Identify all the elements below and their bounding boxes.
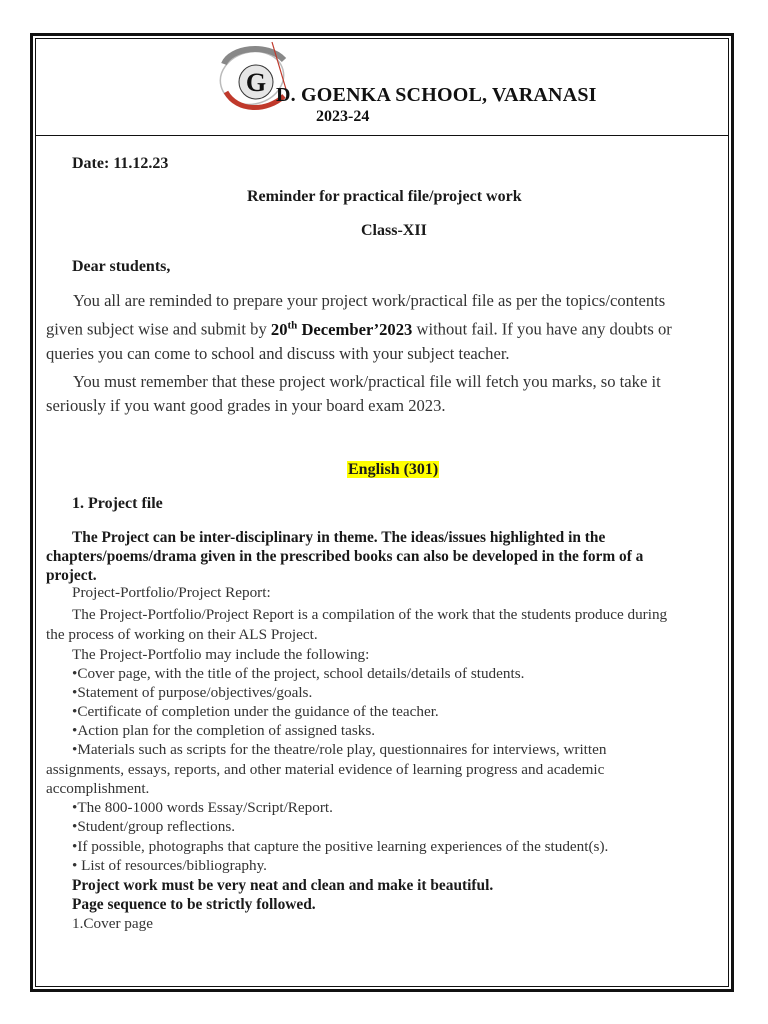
list-line: •Cover page, with the title of the project, school details/details of students. [72,665,525,682]
list-line: •If possible, photographs that capture the positive learning experiences of the student(s). [72,838,609,855]
paragraph-2: You must remember that these project work/practical file will fetch you marks, so take it seriously if you want good grades in your board exam 2023. [46,372,661,415]
list-line: the process of working on their ALS Project. [46,626,318,643]
list-line: •Materials such as scripts for the theatre/role play, questionnaires for interviews, written [72,741,607,758]
notice-date: Date: 11.12.23 [72,155,169,172]
list-line: Project-Portfolio/Project Report: [72,584,271,601]
project-intro-line-1: The Project can be inter-disciplinary in theme. The ideas/issues highlighted in the [72,529,606,546]
notice-title: Reminder for practical file/project work [247,188,522,205]
salutation: Dear students, [72,258,171,275]
list-line: •Action plan for the completion of assigned tasks. [72,722,376,739]
list-line: •The 800-1000 words Essay/Script/Report. [72,799,333,816]
project-intro-line-3: project. [46,567,97,584]
bold-note-neat: Project work must be very neat and clean and make it beautiful. [72,877,494,894]
list-line: •Statement of purpose/objectives/goals. [72,684,313,701]
list-line: assignments, essays, reports, and other material evidence of learning progress and academic [46,761,605,778]
project-intro-line-2: chapters/poems/drama given in the prescribed books can also be developed in the form of a [46,548,644,565]
list-line: The Project-Portfolio/Project Report is a compilation of the work that the students produce during [72,606,668,623]
bold-note-sequence: Page sequence to be strictly followed. [72,896,316,913]
list-line: • List of resources/bibliography. [72,857,267,874]
subject-heading: English (301) [348,461,439,478]
paragraph-1: You all are reminded to prepare your project work/practical file as per the topics/contents given subject wise and submit by 20th December’2023 without fail. If you have any doubts or queries you can come to school and discuss with your subject teacher. [46,291,672,363]
notice-class: Class-XII [361,222,427,239]
section-title: 1. Project file [72,495,163,512]
school-name: D. GOENKA SCHOOL, VARANASI [276,84,597,106]
list-line: accomplishment. [46,780,150,797]
list-line: The Project-Portfolio may include the following: [72,646,370,663]
list-line: •Student/group reflections. [72,818,236,835]
list-line: •Certificate of completion under the guidance of the teacher. [72,703,439,720]
header-divider [35,135,729,136]
session-year: 2023-24 [316,108,370,125]
cover-page-line: 1.Cover page [72,915,153,932]
logo-letter: G [245,68,267,97]
